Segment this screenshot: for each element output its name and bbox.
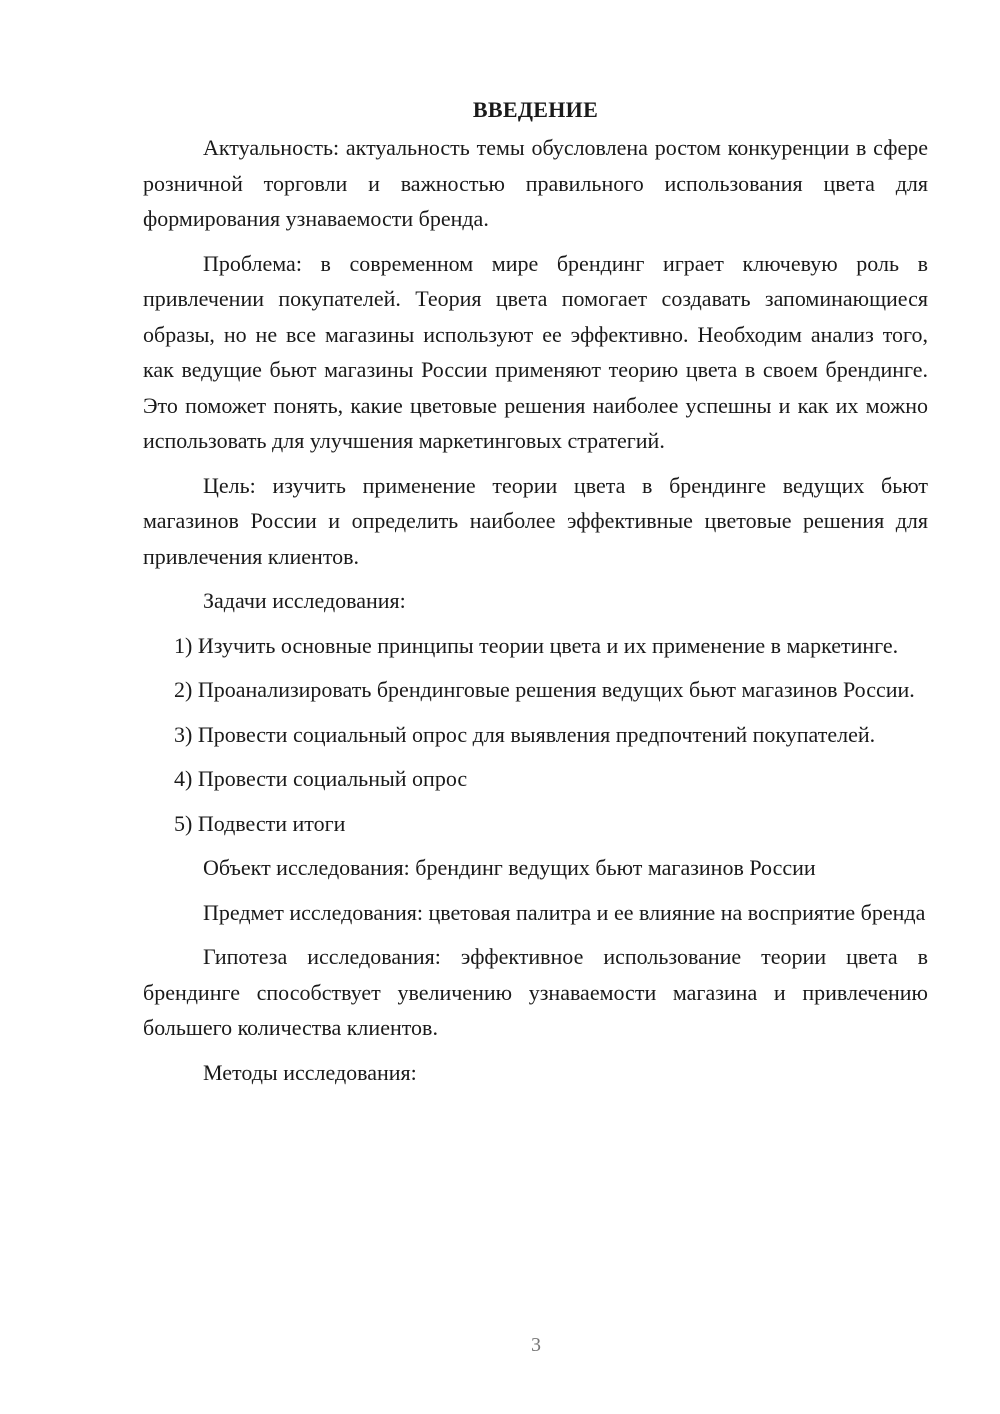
hypothesis-paragraph: Гипотеза исследования: эффективное использование теории цвета в брендинге способствует увеличению узнаваемости магазина и привлечению большего количества клиентов.	[143, 944, 928, 1040]
task-item-3: 3) Провести социальный опрос для выявления предпочтений покупателей.	[174, 721, 876, 747]
subject-paragraph: Предмет исследования: цветовая палитра и ее влияние на восприятие бренда	[203, 899, 926, 925]
task-item-4: 4) Провести социальный опрос	[174, 766, 468, 791]
task-item-2: 2) Проанализировать брендинговые решения ведущих бьют магазинов России.	[174, 677, 915, 702]
tasks-heading: Задачи исследования:	[203, 588, 406, 613]
document-page	[143, 92, 928, 1099]
task-item-5: 5) Подвести итоги	[174, 810, 346, 836]
object-paragraph: Объект исследования: брендинг ведущих бьют магазинов России	[203, 855, 816, 880]
page-title: ВВЕДЕНИЕ	[472, 97, 599, 122]
relevance-paragraph: Актуальность: актуальность темы обусловлена ростом конкуренции в сфере розничной торговли и важностью правильного использования цвета для формирования узнаваемости бренда.	[143, 135, 928, 231]
problem-paragraph: Проблема: в современном мире брендинг играет ключевую роль в привлечении покупателей. Теория цвета помогает создавать запоминающиеся образы, но не все магазины используют ее эффективно. Необходим анализ того, как ведущие бьют магазины России применяют теорию цвета в своем брендинге. Это поможет понять, какие цветовые решения наиболее успешны и как их можно использовать для улучшения маркетинговых стратегий.	[143, 250, 928, 453]
goal-paragraph: Цель: изучить применение теории цвета в брендинге ведущих бьют магазинов России и определить наиболее эффективные цветовые решения для привлечения клиентов.	[143, 472, 928, 569]
task-item-1: 1) Изучить основные принципы теории цвета и их применение в маркетинге.	[174, 632, 899, 658]
methods-paragraph: Методы исследования:	[203, 1059, 417, 1085]
page-number: 3	[531, 1334, 541, 1356]
